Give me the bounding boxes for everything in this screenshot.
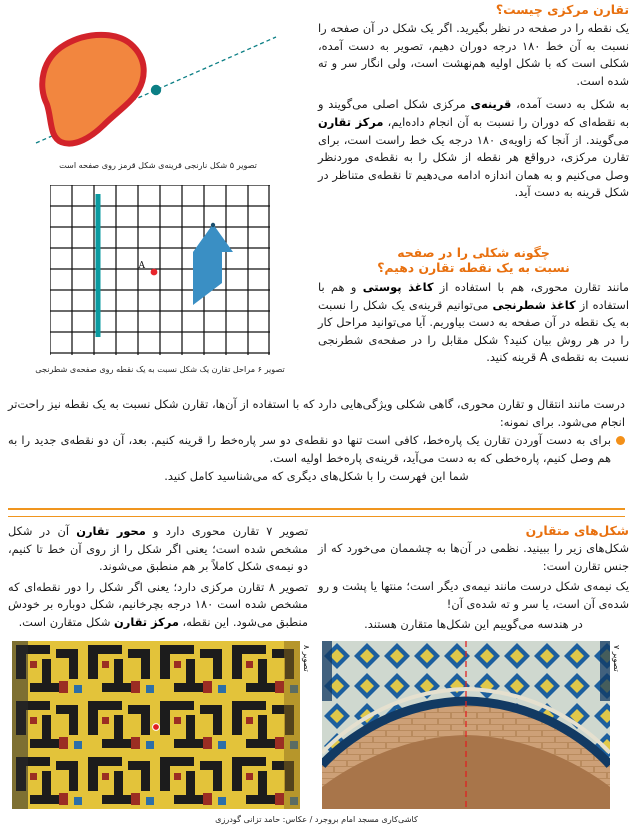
section-four-paragraph-1: تصویر ۷ تقارن محوری دارد و محور تقارن آن در شکل مشخص شده است؛ یعنی اگر شکل را از روی آن خط تا کنیم، دو نیمه‌ی شکل کاملاً بر هم منطبق می‌شوند. xyxy=(8,524,308,574)
figure-5-caption: تصویر ۵ شکل نارنجی قرینه‌ی شکل قرمز روی صفحه است xyxy=(59,160,257,170)
bottom-photo-credit-caption: کاشی‌کاری مسجد امام بروجرد / عکاس: حامد تزانی گودرزی xyxy=(215,814,418,824)
figure-5-svg xyxy=(8,4,308,154)
full-width-intro: درست مانند انتقال و تقارن محوری، گاهی شکلی ویژگی‌هایی دارد که با استفاده از آن‌ها، تقارن شکل نسبت به یک نقطه نیز راحت‌تر انجام می‌شود. برای نمونه: xyxy=(8,397,625,429)
section-four-paragraph-2: تصویر ۸ تقارن مرکزی دارد؛ یعنی اگر شکل را دور نقطه‌ای که مشخص شده است ۱۸۰ درجه بچرخانیم، شکل دوباره بر خودش منطبق می‌شود. این نقطه، مرکز تقارن شکل متقارن است. xyxy=(8,579,308,629)
orange-bullet-icon xyxy=(616,436,625,445)
section-three-heading: شکل‌های متقارن xyxy=(525,523,629,538)
section-two-heading-line-2: نسبت به یک نقطه تقارن دهیم؟ xyxy=(377,260,570,275)
photo-mosque-arch-axial-symmetry xyxy=(322,641,610,809)
blue-arrow-shape xyxy=(193,224,233,305)
arrow-vertex-dot xyxy=(211,223,215,227)
photo-edge-shadow xyxy=(12,641,28,809)
center-of-symmetry-dot xyxy=(151,85,161,95)
center-of-symmetry-marker xyxy=(153,724,160,731)
section-one-paragraph-1: یک نقطه را در صفحه در نظر بگیرید. اگر یک شکل در آن صفحه را نسبت به آن خط ۱۸۰ درجه دوران دهیم، تصویر به دست آمده، شکلی است که با شکل اولیه هم‌نهشت است، ولی انگار سر و ته شده است. xyxy=(318,21,629,88)
figure-6-caption: تصویر ۶ مراحل تقارن یک شکل نسبت به یک نقطه روی صفحه‌ی شطرنجی xyxy=(35,364,285,374)
section-three-paragraph-1: شکل‌های زیر را ببینید. نظمی در آن‌ها به چشممان می‌خورد که از جنس تقارن است: xyxy=(318,541,629,573)
figure-5-symmetry-blobs xyxy=(8,4,308,154)
orange-blob-shape xyxy=(39,32,149,145)
photo-edge-shadow-right xyxy=(284,641,300,809)
bulleted-note xyxy=(8,432,625,467)
full-width-note xyxy=(8,396,625,486)
section-three-paragraph-2: یک نیمه‌ی شکل درست مانند نیمه‌ی دیگر است؛ منتها یا پشت و رو شده‌ی آن است، یا سر و ته شده‌ی آن! xyxy=(318,579,629,611)
bulleted-note-text: برای به دست آوردن تقارن یک پاره‌خط، کافی است تنها دو نقطه‌ی دو سر پاره‌خط را قرینه کنیم. بعد، آن دو نقطه‌ی جدید را به هم وصل کنیم، پاره‌خطی که به دست می‌آید، قرینه‌ی پاره‌خط اولیه است. xyxy=(8,433,611,465)
section-two-heading-line-1: چگونه شکلی را در صفحه xyxy=(397,245,550,260)
divider-rule-thin xyxy=(8,516,625,517)
photo-8-svg xyxy=(12,641,300,809)
section-three-paragraph-3: در هندسه می‌گوییم این شکل‌ها متقارن هستند. xyxy=(364,617,583,632)
section-one-paragraph-2: به شکل به دست آمده، قرینه‌ی مرکزی شکل اصلی می‌گویند و به نقطه‌ای که دوران را نسبت به آن انجام داده‌ایم، مرکز تقارن می‌گویند. از آنجا که زاویه‌ی ۱۸۰ درجه یک خط راست است، برای تقارن مرکزی، درواقع هر نقطه از شکل را به نقطه‌ی موردنظر وصل می‌کنیم و به همان اندازه ادامه می‌دهیم تا نقطه‌ی متناظر در شکل قرینه به دست آید. xyxy=(318,97,629,200)
photo-left-label: تصویر ۸ xyxy=(302,645,311,672)
section-one-heading: تقارن مرکزی چیست؟ xyxy=(495,2,629,17)
left-edge-band xyxy=(322,641,332,701)
point-a-dot xyxy=(151,269,158,276)
right-edge-band xyxy=(600,641,610,701)
section-two-paragraph: مانند تقارن محوری، هم با استفاده از کاغذ پوستی و هم با استفاده از کاغذ شطرنجی می‌توانیم قرینه‌ی یک شکل را نسبت به یک نقطه در آن صفحه به دست بیاوریم. آیا می‌توانید مراحل کار را در هر روش بیان کنید؟ شکل مقابل را در صفحه‌ی شطرنجی نسبت به نقطه‌ی A قرینه کنید. xyxy=(318,280,629,365)
photo-7-svg xyxy=(322,641,610,809)
point-a-label: A xyxy=(138,261,145,271)
grid-lines xyxy=(50,185,270,355)
section-how-to-symmetry xyxy=(318,245,629,367)
full-width-closing: شما این فهرست را با شکل‌های دیگری که می‌شناسید کامل کنید. xyxy=(164,469,469,484)
figure-6-svg xyxy=(50,185,270,355)
divider-rule-thick xyxy=(8,508,625,510)
figure-6-grid-diagram xyxy=(50,185,270,355)
section-symmetric-shapes xyxy=(318,523,629,634)
section-figure-descriptions xyxy=(8,523,308,632)
photo-tilework-central-symmetry xyxy=(12,641,300,809)
photo-right-label: تصویر ۷ xyxy=(612,645,621,672)
section-what-is-central-symmetry xyxy=(318,2,629,202)
